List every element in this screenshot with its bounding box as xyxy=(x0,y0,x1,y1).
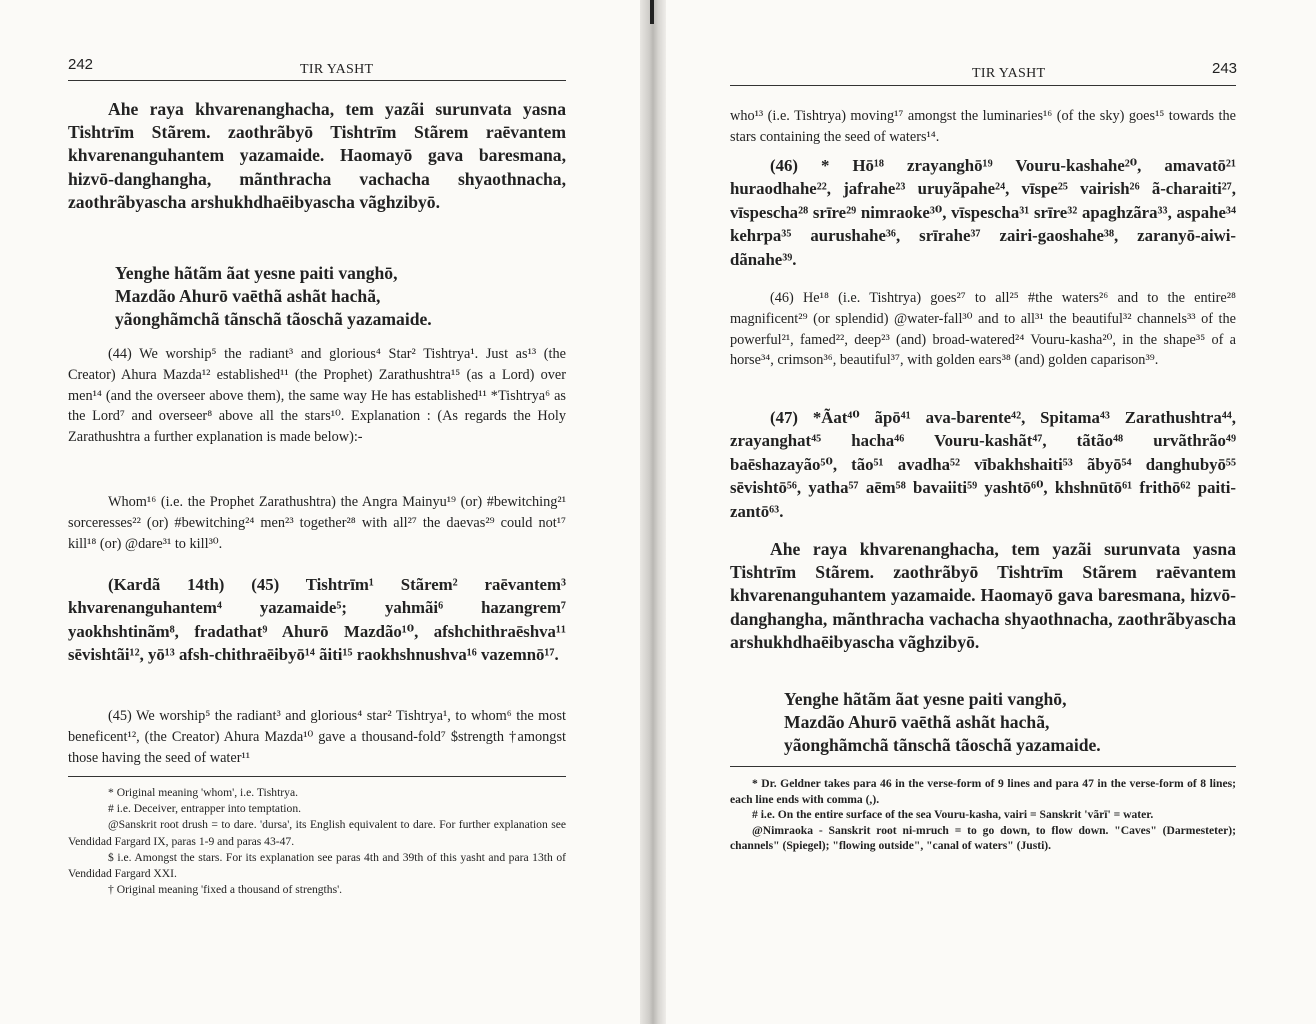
verse-line: Mazdão Ahurō vaēthã ashãt hachã, xyxy=(784,712,1050,733)
verse-line: yãonghãmchã tãnschã tãoschã yazamaide. xyxy=(784,735,1101,756)
page-number: 242 xyxy=(68,56,94,73)
footnotes xyxy=(68,785,566,898)
verse-line: yãonghãmchã tãnschã tãoschã yazamaide. xyxy=(115,309,432,330)
translation-cont: who¹³ (i.e. Tishtrya) moving¹⁷ amongst the luminaries¹⁶ (of the sky) goes¹⁵ towards the stars containing the seed of waters¹⁴. xyxy=(730,108,1236,145)
avestan-para-47: (47) *Ãat⁴⁰ ãpō⁴¹ ava-barente⁴², Spitama⁴³ Zarathushtra⁴⁴, zrayanghat⁴⁵ hacha⁴⁶ Vouru-kashãt⁴⁷, tãtão⁴⁸ urvãthrão⁴⁹ baēshazayão⁵⁰, tão⁵¹ avadha⁵² vībakhshaiti⁵³ ãbyō⁵⁴ danghubyō⁵⁵ sēvishtō⁵⁶, yatha⁵⁷ aēm⁵⁸ bavaiiti⁵⁹ yashtō⁶⁰, khshnūtō⁶¹ frithō⁶² paiti-zantō⁶³. xyxy=(730,408,1236,521)
left-page xyxy=(0,0,640,1024)
footnote: @Nimraoka - Sanskrit root ni-mruch = to go down, to flow down. "Caves" (Darmesteter); channels" (Spiegel); "flowing outside", "canal of waters" (Justi). xyxy=(730,823,1236,853)
running-title: TIR YASHT xyxy=(300,62,374,77)
footnote-rule xyxy=(730,766,1236,767)
footnotes xyxy=(730,776,1236,854)
footnote: # i.e. On the entire surface of the sea Vouru-kasha, vairi = Sanskrit 'vãrī' = water. xyxy=(752,808,1154,822)
footnote: @Sanskrit root drush = to dare. 'dursa', its English equivalent to dare. For further explanation see Vendidad Fargard IX, paras 1-9 and paras 43-47. xyxy=(68,818,566,848)
running-title: TIR YASHT xyxy=(972,66,1046,81)
header-rule xyxy=(730,85,1236,86)
verse-line: Yenghe hãtãm ãat yesne paiti vanghō, xyxy=(784,689,1067,709)
avestan-passage-1: Ahe raya khvarenanghacha, tem yazãi surunvata yasna Tishtrīm Stãrem. zaothrãbyō Tishtrīm Stãrem raēvantem khvarenanguhantem yazamaide. Haomayō gava baresmana, hizvō-danghangha, mãnthracha vachacha shyaothnacha, zaothrãbyascha arshukhdhaēibyascha vãghzibyō. xyxy=(68,99,566,212)
avestan-verse-1 xyxy=(115,262,565,332)
translation-para-44-cont: Whom¹⁶ (i.e. the Prophet Zarathushtra) the Angra Mainyu¹⁹ (or) #bewitching²¹ sorceresses²² (or) #bewitching²⁴ men²³ together²⁸ with all²⁷ the daevas²⁹ could not¹⁷ kill¹⁸ (or) @dare³¹ to kill³⁰. xyxy=(68,494,566,552)
right-page xyxy=(666,0,1316,1024)
verse-line: Yenghe hãtãm ãat yesne paiti vanghō, xyxy=(115,263,398,283)
translation-para-44: (44) We worship⁵ the radiant³ and glorious⁴ Star² Tishtrya¹. Just as¹³ (the Creator) Ahura Mazda¹² established¹¹ (the Prophet) Zarathushtra¹⁵ (as a Lord) over men¹⁴ (and the overseer above them), the same way He has established¹¹ *Tishtrya⁶ as the Lord⁷ and overseer⁸ above all the stars¹⁰. Explanation : (As regards the Holy Zarathushtra a further explanation is made below):- xyxy=(68,346,566,446)
gutter-shadow xyxy=(650,0,654,24)
translation-para-46: (46) He¹⁸ (i.e. Tishtrya) goes²⁷ to all²⁵ #the waters²⁶ and to the entire²⁸ magnificent²⁹ (or splendid) @water-fall³⁰ and to all³¹ the beautiful³² channels³³ of the powerful²¹, famed²², deep²³ (and) broad-watered²⁴ Vouru-kasha²⁰, in the shape³⁵ of a horse³⁴, crimson³⁶, beautiful³⁷, with golden ears³⁸ (and) golden caparison³⁹. xyxy=(730,290,1236,369)
footnote: * Original meaning 'whom', i.e. Tishtrya. xyxy=(108,786,298,799)
avestan-verse-2 xyxy=(784,688,1236,758)
footnote: # i.e. Deceiver, entrapper into temptation. xyxy=(108,802,302,816)
footnote: $ i.e. Amongst the stars. For its explanation see paras 4th and 39th of this yasht and para 13th of Vendidad Fargard XXI. xyxy=(68,850,566,881)
avestan-para-46: (46) * Hō¹⁸ zrayanghō¹⁹ Vouru-kashahe²⁰, amavatō²¹ huraodhahe²², jafrahe²³ uruyãpahe²⁴, vīspe²⁵ vairish²⁶ ã-charaiti²⁷, vīspescha²⁸ srīre²⁹ nimraoke³⁰, vīspescha³¹ srīre³² apaghzãra³³, aspahe³⁴ kehrpa³⁵ aurushahe³⁶, srīrahe³⁷ zairi-gaoshahe³⁸, zaranyō-aiwi-dãnahe³⁹. xyxy=(730,156,1236,269)
book-gutter xyxy=(640,0,666,1024)
footnote: † Original meaning 'fixed a thousand of strengths'. xyxy=(108,883,343,897)
footnote: * Dr. Geldner takes para 46 in the verse-form of 9 lines and para 47 in the verse-form of 8 lines; each line ends with comma (,). xyxy=(730,777,1236,806)
header-rule xyxy=(68,80,566,81)
avestan-passage-2: Ahe raya khvarenanghacha, tem yazãi surunvata yasna Tishtrīm Stãrem. zaothrãbyō Tishtrīm Stãrem raēvantem khvarenanguhantem yazamaide. Haomayō gava baresmana, hizvō-danghangha, mãnthracha vachacha shyaothnacha, zaothrãbyascha arshukhdhaēibyascha vãghzibyō. xyxy=(730,539,1236,652)
translation-para-45: (45) We worship⁵ the radiant³ and glorious⁴ star² Tishtrya¹, to whom⁶ the most beneficent¹², (the Creator) Ahura Mazda¹⁰ gave a thousand-fold⁷ $strength †amongst those having the seed of water¹¹ xyxy=(68,708,566,766)
avestan-para-45: (Kardã 14th) (45) Tishtrīm¹ Stãrem² raēvantem³ khvarenanguhantem⁴ yazamaide⁵; yahmãi⁶ hazangrem⁷ yaokhshtinãm⁸, fradathat⁹ Ahurō Mazdão¹⁰, afshchithraēshva¹¹ sēvishtãi¹², yō¹³ afsh-chithraēibyō¹⁴ ãiti¹⁵ raokhshnushva¹⁶ vazemnō¹⁷. xyxy=(68,575,566,665)
verse-line: Mazdão Ahurō vaēthã ashãt hachã, xyxy=(115,286,381,307)
footnote-rule xyxy=(68,776,566,777)
page-number: 243 xyxy=(1212,60,1238,77)
